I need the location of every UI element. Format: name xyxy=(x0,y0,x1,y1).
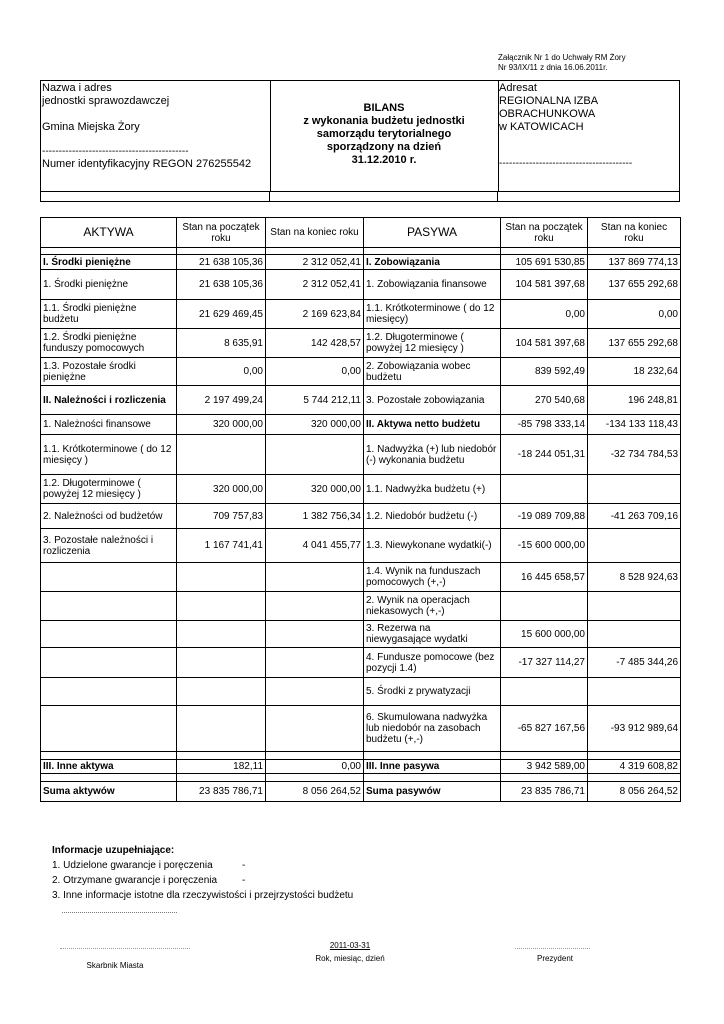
title-line1: BILANS xyxy=(363,102,405,114)
table-row xyxy=(41,529,681,563)
table-row xyxy=(41,678,681,706)
table-row xyxy=(41,300,681,329)
table-row xyxy=(41,706,681,752)
aktywa-end-value: 0,00 xyxy=(266,760,364,774)
pasywa-label: 1.1. Krótkoterminowe ( do 12 miesięcy) xyxy=(364,300,501,329)
pasywa-end-value: -93 912 989,64 xyxy=(588,706,681,752)
table-row xyxy=(41,329,681,358)
pasywa-end-value xyxy=(588,529,681,563)
signature-date: 2011-03-31 xyxy=(329,941,371,950)
aktywa-end-header: Stan na koniec roku xyxy=(266,218,364,248)
aktywa-start-value: 709 757,83 xyxy=(177,504,266,529)
pasywa-label: II. Aktywa netto budżetu xyxy=(364,415,501,435)
signature-treasurer: Skarbnik Miasta xyxy=(86,961,144,970)
pasywa-label: 2. Wynik na operacjach niekasowych (+,-) xyxy=(364,592,501,621)
aktywa-label xyxy=(41,563,177,592)
pasywa-start-value: 104 581 397,68 xyxy=(501,270,588,300)
table-row xyxy=(41,504,681,529)
table-header-row xyxy=(41,218,681,248)
aktywa-start-value: 320 000,00 xyxy=(177,415,266,435)
pasywa-start-value: -85 798 333,14 xyxy=(501,415,588,435)
aktywa-start-value: 21 638 105,36 xyxy=(177,270,266,300)
unit-label-1: Nazwa i adres xyxy=(42,82,112,94)
attachment-line1: Załącznik Nr 1 do Uchwały RM Żory xyxy=(498,53,626,62)
table-row xyxy=(41,592,681,621)
pasywa-start-value: 3 942 589,00 xyxy=(501,760,588,774)
pasywa-end-value: 0,00 xyxy=(588,300,681,329)
pasywa-label: 1.1. Nadwyżka budżetu (+) xyxy=(364,475,501,504)
pasywa-start-value: -65 827 167,56 xyxy=(501,706,588,752)
info-item-1: 1. Udzielone gwarancje i poręczenia - xyxy=(52,860,246,871)
aktywa-end-value xyxy=(266,435,364,475)
title-line2: z wykonania budżetu jednostki xyxy=(303,115,465,127)
aktywa-start-value xyxy=(177,435,266,475)
aktywa-end-value: 2 312 052,41 xyxy=(266,255,364,270)
pasywa-label: 2. Zobowiązania wobec budżetu xyxy=(364,358,501,386)
table-row xyxy=(41,782,681,802)
pasywa-start-value: 270 540,68 xyxy=(501,386,588,415)
signature-date-label: Rok, miesiąc, dzień xyxy=(315,954,385,963)
title-line3: samorządu terytorialnego xyxy=(316,128,452,140)
pasywa-label: 5. Środki z prywatyzacji xyxy=(364,678,501,706)
balance-table xyxy=(40,217,681,802)
aktywa-end-value xyxy=(266,648,364,678)
aktywa-start-value: 0,00 xyxy=(177,358,266,386)
header-addressee xyxy=(498,81,679,191)
addressee-line3: OBRACHUNKOWA xyxy=(499,108,596,120)
pasywa-label: 1.2. Długoterminowe ( powyżej 12 miesięcy ) xyxy=(364,329,501,358)
aktywa-end-value: 2 312 052,41 xyxy=(266,270,364,300)
aktywa-end-value: 320 000,00 xyxy=(266,415,364,435)
pasywa-label: I. Zobowiązania xyxy=(364,255,501,270)
pasywa-label: 3. Pozostałe zobowiązania xyxy=(364,386,501,415)
aktywa-start-value: 21 629 469,45 xyxy=(177,300,266,329)
pasywa-end-value: 18 232,64 xyxy=(588,358,681,386)
aktywa-label: 1.2. Środki pieniężne funduszy pomocowych xyxy=(41,329,177,358)
aktywa-end-value: 2 169 623,84 xyxy=(266,300,364,329)
table-row xyxy=(41,621,681,648)
aktywa-end-value xyxy=(266,621,364,648)
pasywa-start-value: 0,00 xyxy=(501,300,588,329)
pasywa-start-value: -19 089 709,88 xyxy=(501,504,588,529)
aktywa-label: 3. Pozostałe należności i rozliczenia xyxy=(41,529,177,563)
table-row xyxy=(41,270,681,300)
addressee-dashes: ---------------------------------------- xyxy=(499,158,633,169)
pasywa-start-value: 105 691 530,85 xyxy=(501,255,588,270)
aktywa-start-value: 21 638 105,36 xyxy=(177,255,266,270)
pasywa-start-value: 104 581 397,68 xyxy=(501,329,588,358)
unit-name: Gmina Miejska Żory xyxy=(42,121,140,133)
aktywa-end-value xyxy=(266,592,364,621)
pasywa-start-value: 23 835 786,71 xyxy=(501,782,588,802)
aktywa-start-value: 2 197 499,24 xyxy=(177,386,266,415)
pasywa-end-value: 4 319 608,82 xyxy=(588,760,681,774)
aktywa-label: 2. Należności od budżetów xyxy=(41,504,177,529)
table-row xyxy=(41,648,681,678)
aktywa-label xyxy=(41,678,177,706)
pasywa-start-value xyxy=(501,592,588,621)
pasywa-start-value xyxy=(501,475,588,504)
aktywa-label: Suma aktywów xyxy=(41,782,177,802)
aktywa-end-value: 0,00 xyxy=(266,358,364,386)
pasywa-start-value xyxy=(501,678,588,706)
aktywa-end-value xyxy=(266,678,364,706)
aktywa-label xyxy=(41,592,177,621)
pasywa-end-value: 8 528 924,63 xyxy=(588,563,681,592)
aktywa-start-value: 182,11 xyxy=(177,760,266,774)
addressee-line4: w KATOWICACH xyxy=(499,121,584,133)
aktywa-label: II. Należności i rozliczenia xyxy=(41,386,177,415)
signature-line-extra xyxy=(62,912,177,913)
pasywa-end-header: Stan na koniec roku xyxy=(588,218,681,248)
pasywa-label: III. Inne pasywa xyxy=(364,760,501,774)
pasywa-label: 1.3. Niewykonane wydatki(-) xyxy=(364,529,501,563)
pasywa-label: 1. Zobowiązania finansowe xyxy=(364,270,501,300)
aktywa-start-value xyxy=(177,678,266,706)
header-strip xyxy=(40,192,680,202)
pasywa-end-value: 8 056 264,52 xyxy=(588,782,681,802)
header-title xyxy=(270,81,499,191)
regon-number: Numer identyfikacyjny REGON 276255542 xyxy=(42,158,252,170)
pasywa-end-value: -7 485 344,26 xyxy=(588,648,681,678)
aktywa-end-value xyxy=(266,706,364,752)
signature-line-right xyxy=(515,948,590,949)
pasywa-start-value: 16 445 658,57 xyxy=(501,563,588,592)
pasywa-end-value: 196 248,81 xyxy=(588,386,681,415)
table-row xyxy=(41,255,681,270)
aktywa-label: 1.2. Długoterminowe ( powyżej 12 miesięcy ) xyxy=(41,475,177,504)
aktywa-start-value xyxy=(177,621,266,648)
pasywa-end-value xyxy=(588,475,681,504)
aktywa-label xyxy=(41,648,177,678)
info-item-2: 2. Otrzymane gwarancje i poręczenia - xyxy=(52,875,246,886)
info-item-3: 3. Inne informacje istotne dla rzeczywistości i przejrzystości budżetu xyxy=(52,890,354,901)
aktywa-start-value xyxy=(177,648,266,678)
aktywa-label: III. Inne aktywa xyxy=(41,760,177,774)
table-row xyxy=(41,415,681,435)
aktywa-header: AKTYWA xyxy=(41,218,177,248)
pasywa-label: Suma pasywów xyxy=(364,782,501,802)
pasywa-end-value: 137 655 292,68 xyxy=(588,270,681,300)
title-line4: sporządzony na dzień xyxy=(326,141,442,153)
aktywa-start-value: 320 000,00 xyxy=(177,475,266,504)
info-title: Informacje uzupełniające: xyxy=(52,845,175,856)
aktywa-end-value: 5 744 212,11 xyxy=(266,386,364,415)
pasywa-label: 6. Skumulowana nadwyżka lub niedobór na zasobach budżetu (+,-) xyxy=(364,706,501,752)
pasywa-start-header: Stan na początek roku xyxy=(501,218,588,248)
pasywa-label: 1. Nadwyżka (+) lub niedobór (-) wykonania budżetu xyxy=(364,435,501,475)
aktywa-label: 1. Należności finansowe xyxy=(41,415,177,435)
aktywa-start-value xyxy=(177,592,266,621)
aktywa-label xyxy=(41,621,177,648)
table-row xyxy=(41,760,681,774)
pasywa-end-value: -41 263 709,16 xyxy=(588,504,681,529)
addressee-label: Adresat xyxy=(499,82,537,94)
table-row xyxy=(41,386,681,415)
signature-president: Prezydent xyxy=(536,954,574,963)
title-date: 31.12.2010 r. xyxy=(351,154,417,166)
table-row xyxy=(41,435,681,475)
pasywa-end-value xyxy=(588,592,681,621)
aktywa-label xyxy=(41,706,177,752)
pasywa-start-value: -15 600 000,00 xyxy=(501,529,588,563)
attachment-note xyxy=(498,53,626,73)
pasywa-end-value: 137 869 774,13 xyxy=(588,255,681,270)
table-row xyxy=(41,358,681,386)
aktywa-start-value: 8 635,91 xyxy=(177,329,266,358)
header-unit xyxy=(41,81,271,191)
pasywa-start-value: 15 600 000,00 xyxy=(501,621,588,648)
pasywa-end-value: 137 655 292,68 xyxy=(588,329,681,358)
aktywa-end-value: 4 041 455,77 xyxy=(266,529,364,563)
aktywa-end-value: 1 382 756,34 xyxy=(266,504,364,529)
pasywa-label: 1.2. Niedobór budżetu (-) xyxy=(364,504,501,529)
signature-line-left xyxy=(60,948,190,949)
pasywa-end-value xyxy=(588,678,681,706)
table-row xyxy=(41,563,681,592)
aktywa-start-value: 23 835 786,71 xyxy=(177,782,266,802)
pasywa-end-value xyxy=(588,621,681,648)
pasywa-start-value: -18 244 051,31 xyxy=(501,435,588,475)
aktywa-end-value: 142 428,57 xyxy=(266,329,364,358)
pasywa-start-value: 839 592,49 xyxy=(501,358,588,386)
pasywa-start-value: -17 327 114,27 xyxy=(501,648,588,678)
aktywa-start-header: Stan na początek roku xyxy=(177,218,266,248)
table-row xyxy=(41,475,681,504)
pasywa-header: PASYWA xyxy=(364,218,501,248)
pasywa-label: 4. Fundusze pomocowe (bez pozycji 1.4) xyxy=(364,648,501,678)
aktywa-end-value: 8 056 264,52 xyxy=(266,782,364,802)
aktywa-end-value: 320 000,00 xyxy=(266,475,364,504)
aktywa-label: 1.1. Środki pieniężne budżetu xyxy=(41,300,177,329)
unit-dashes: -------------------------------------------- xyxy=(42,146,189,157)
aktywa-start-value xyxy=(177,563,266,592)
pasywa-end-value: -134 133 118,43 xyxy=(588,415,681,435)
aktywa-end-value xyxy=(266,563,364,592)
supplementary-info xyxy=(52,843,353,903)
aktywa-label: 1. Środki pieniężne xyxy=(41,270,177,300)
pasywa-label: 3. Rezerwa na niewygasające wydatki xyxy=(364,621,501,648)
addressee-line2: REGIONALNA IZBA xyxy=(499,95,599,107)
aktywa-label: 1.3. Pozostałe środki pieniężne xyxy=(41,358,177,386)
pasywa-end-value: -32 734 784,53 xyxy=(588,435,681,475)
aktywa-label: I. Środki pieniężne xyxy=(41,255,177,270)
aktywa-start-value xyxy=(177,706,266,752)
report-header xyxy=(40,80,680,192)
pasywa-label: 1.4. Wynik na funduszach pomocowych (+,-) xyxy=(364,563,501,592)
aktywa-label: 1.1. Krótkoterminowe ( do 12 miesięcy ) xyxy=(41,435,177,475)
unit-label-2: jednostki sprawozdawczej xyxy=(42,95,170,107)
aktywa-start-value: 1 167 741,41 xyxy=(177,529,266,563)
attachment-line2: Nr 93/IX/11 z dnia 16.06.2011r. xyxy=(498,63,608,72)
